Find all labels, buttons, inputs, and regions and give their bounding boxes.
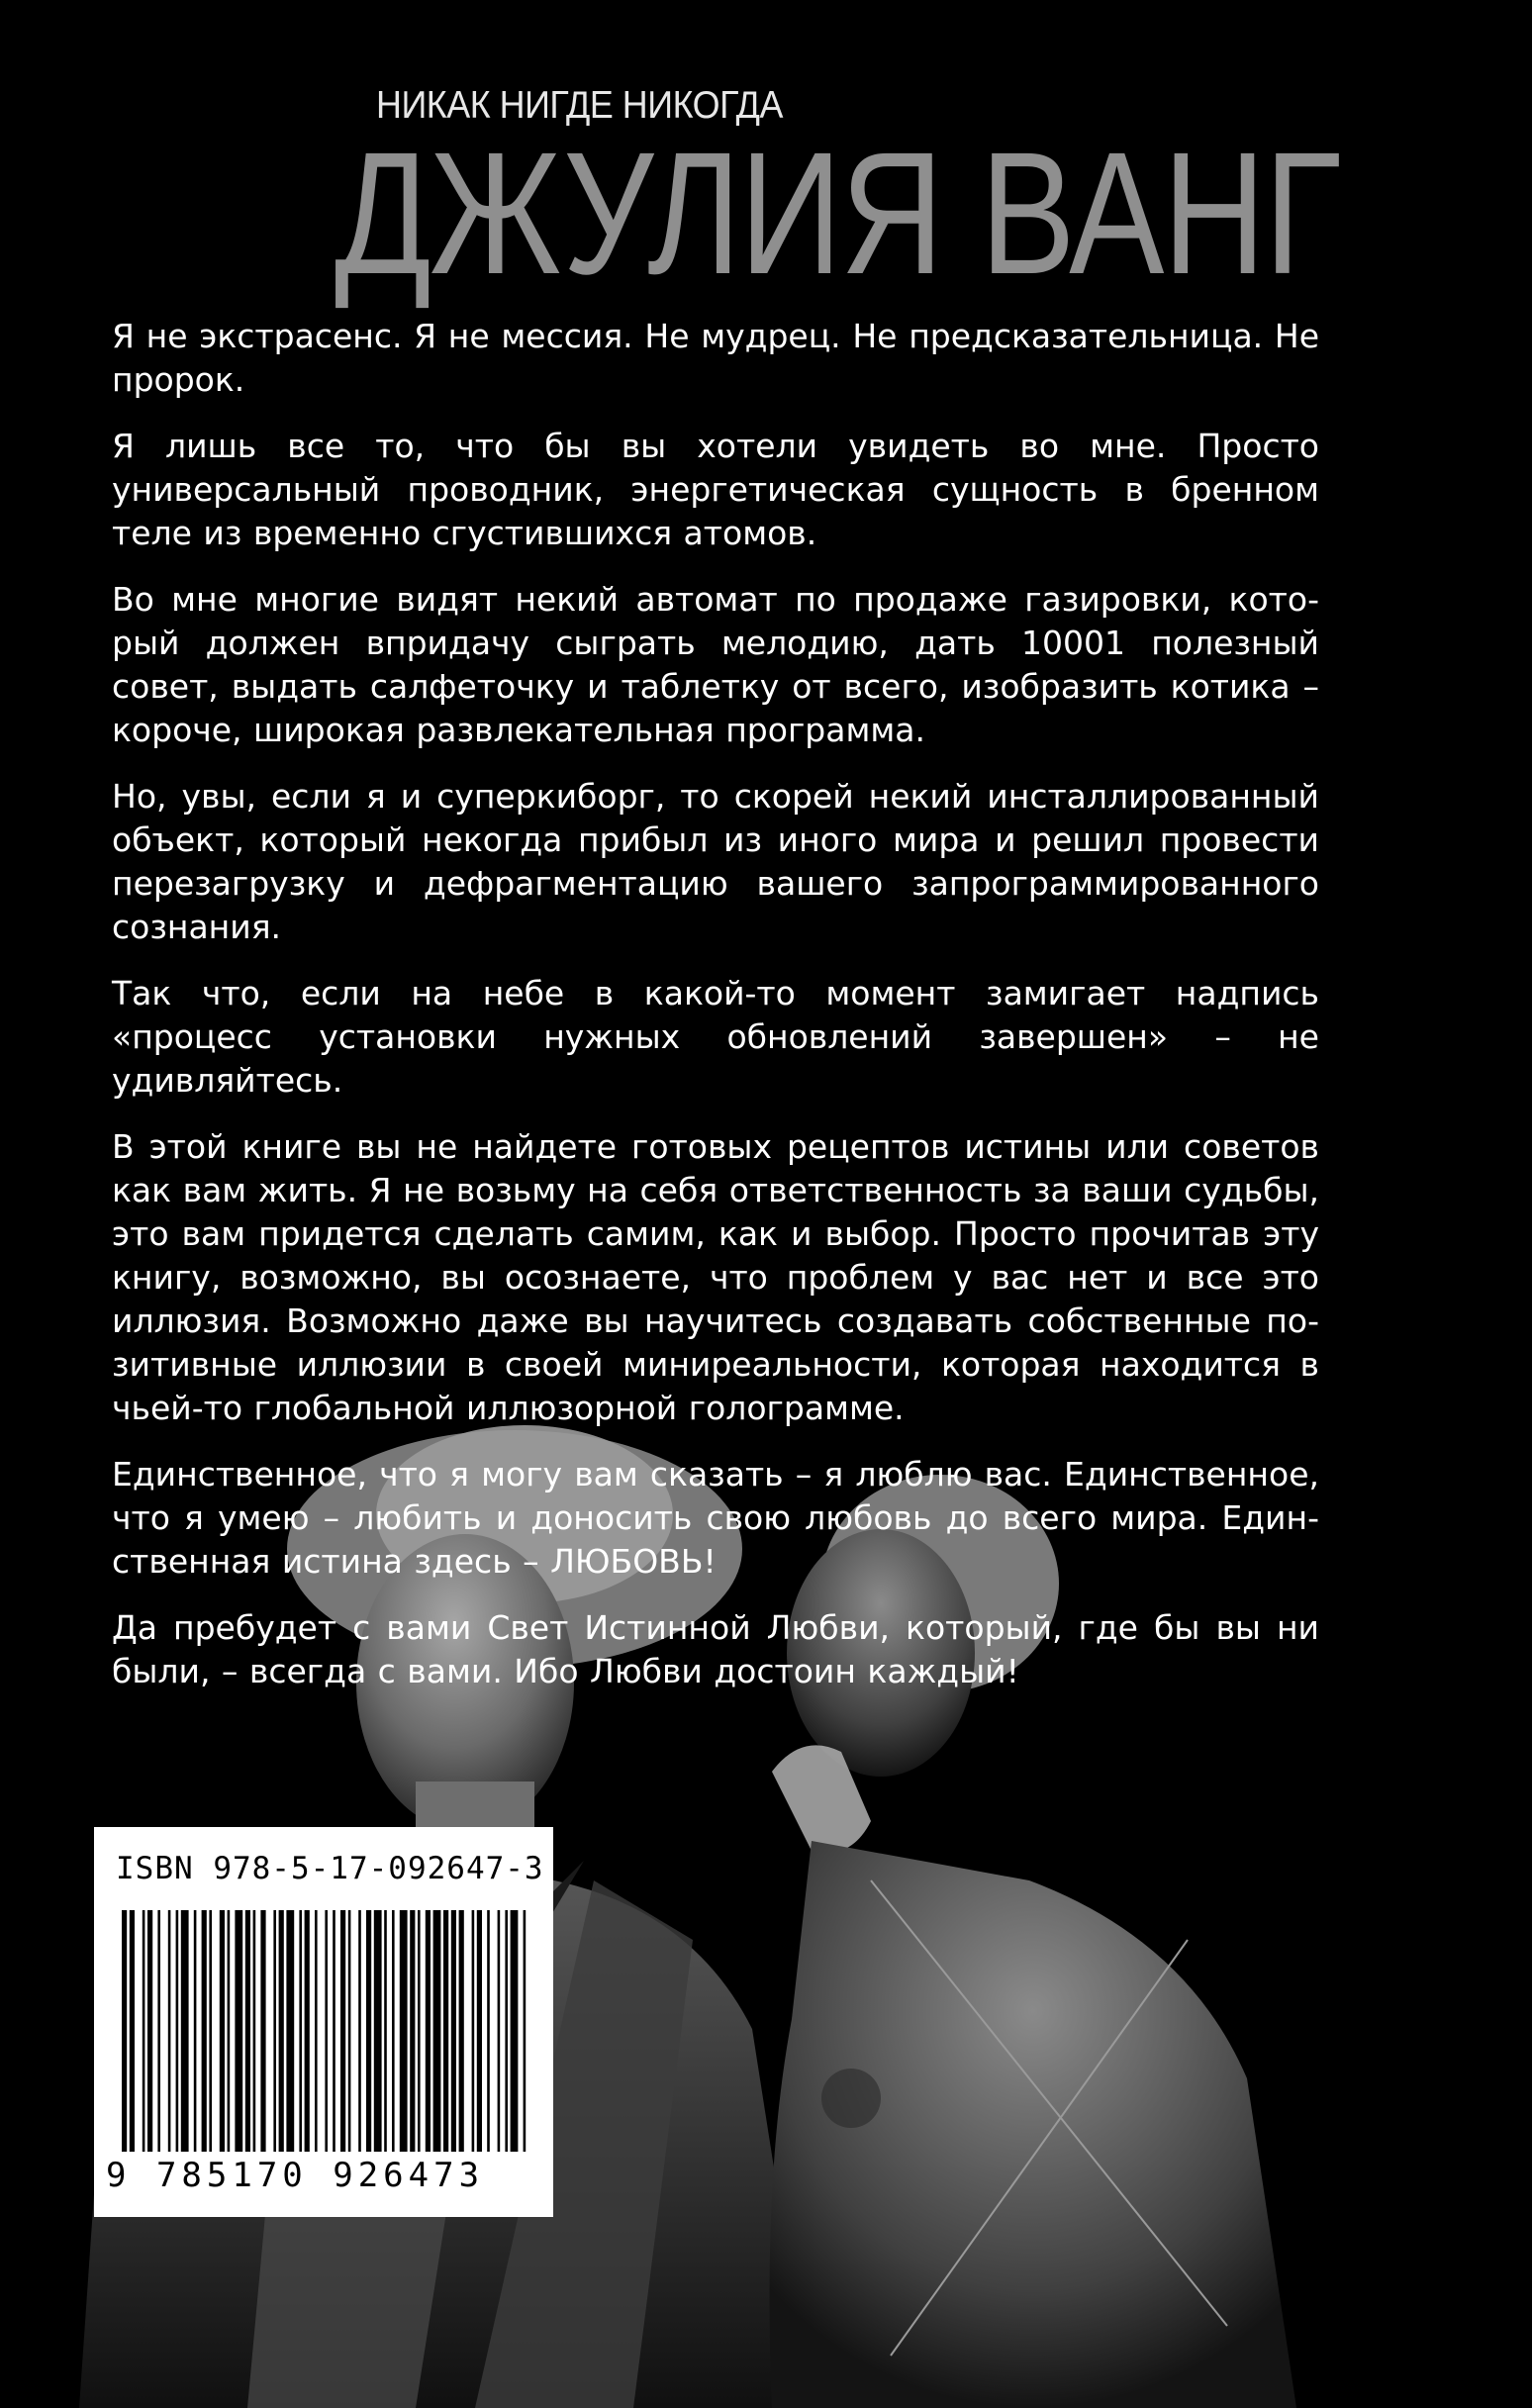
barcode-bar (315, 1910, 318, 2152)
blurb-paragraph: Я лишь все то, что бы вы хотели увидеть во мне. Просто универсальный проводник, энергетическая сущность в бренном теле из временно сгустившихся атомов. (112, 427, 1319, 552)
blurb-paragraph: Но, увы, если я и суперкиборг, то скорей некий инсталлированный объект, который некогда прибыл из иного мира и решил провести перезагрузку и дефрагментацию вашего запрограммированного сознания. (112, 777, 1319, 946)
barcode-bar (433, 1910, 441, 2152)
blurb-paragraph: Во мне многие видят некий автомат по продаже газировки, который должен впридачу сыграть мелодию, дать 10001 полезный совет, выдать салфеточку и таблетку от всего, изобразить котика – короче, широкая развлекательная программа. (112, 580, 1319, 749)
barcode-bar (299, 1910, 302, 2152)
barcode-bar (279, 1910, 284, 2152)
barcode-bar (245, 1910, 250, 2152)
barcode-bar (143, 1910, 145, 2152)
barcode-bar (228, 1910, 231, 2152)
barcode-bar (157, 1910, 160, 2152)
barcode-bar (130, 1910, 135, 2152)
barcode-bar (202, 1910, 207, 2152)
barcode-bar (194, 1910, 197, 2152)
barcode-bar (374, 1910, 382, 2152)
shoulder-tattoo (821, 2069, 881, 2128)
barcode-bar (305, 1910, 310, 2152)
barcode-bar (366, 1910, 371, 2152)
barcode-bar (273, 1910, 276, 2152)
barcode-bar (472, 1910, 475, 2152)
barcode-bar (400, 1910, 408, 2152)
barcode-bar (286, 1910, 294, 2152)
barcode-digits: 9 785170 926473 (106, 2156, 485, 2195)
barcode-bar (340, 1910, 345, 2152)
barcode-bar (348, 1910, 351, 2152)
barcode-bar (459, 1910, 464, 2152)
blurb-paragraph: Я не экстрасенс. Я не мессия. Не мудрец. Не предсказательница. Не пророк. (112, 317, 1319, 399)
barcode-bar (392, 1910, 395, 2152)
barcode-bar (443, 1910, 448, 2152)
barcode (118, 1910, 533, 2152)
barcode-bar (168, 1910, 171, 2152)
barcode-bar (325, 1910, 328, 2152)
barcode-bar (235, 1910, 242, 2152)
barcode-bar (176, 1910, 179, 2152)
barcode-bar (333, 1910, 335, 2152)
barcode-bar (487, 1910, 490, 2152)
barcode-bar (451, 1910, 456, 2152)
barcode-bar (260, 1910, 265, 2152)
barcode-bar (122, 1910, 127, 2152)
barcode-bar (384, 1910, 387, 2152)
series-title: НИКАК НИГДЕ НИКОГДА (376, 84, 783, 127)
barcode-bar (181, 1910, 189, 2152)
blurb-paragraph: Так что, если на небе в какой-то момент замигает надпись «процесс установки нужных обновлений завершен» – не удивляйтесь. (112, 974, 1319, 1100)
barcode-bar (426, 1910, 431, 2152)
blurb-text (112, 315, 1319, 1716)
barcode-bar (524, 1910, 527, 2152)
barcode-bar (209, 1910, 212, 2152)
barcode-bar (511, 1910, 519, 2152)
barcode-bar (410, 1910, 415, 2152)
barcode-bar (220, 1910, 225, 2152)
barcode-bar (477, 1910, 482, 2152)
barcode-bar (418, 1910, 421, 2152)
author-name: ДЖУЛИЯ ВАНГ (335, 117, 1340, 311)
barcode-bar (498, 1910, 501, 2152)
blurb-paragraph: В этой книге вы не найдете готовых рецептов истины или советов как вам жить. Я не возьму на себя ответственность за ваши судьбы, это вам придется сделать самим, как и выбор. Просто прочитав эту книгу, возможно, вы осознаете, что проблем у вас нет и все это иллюзия. Возможно даже вы научитесь создавать собственные позитивные иллюзии в своей миниреальности, которая находится в чьей-то глобальной иллюзорной голограмме. (112, 1127, 1319, 1427)
isbn-label: ISBN 978-5-17-092647-3 (116, 1851, 544, 1886)
barcode-bar (147, 1910, 152, 2152)
barcode-bar (358, 1910, 361, 2152)
isbn-barcode-block (94, 1827, 553, 2217)
barcode-bar (505, 1910, 508, 2152)
blurb-paragraph: Да пребудет с вами Свет Истинной Любви, который, где бы вы ни были, – всегда с вами. Ибо Любви достоин каждый! (112, 1608, 1319, 1690)
barcode-bar (253, 1910, 256, 2152)
blurb-paragraph: Единственное, что я могу вам сказать – я люблю вас. Единственное, что я умею – любить и доносить свою любовь до всего мира. Единственная истина здесь – ЛЮБОВЬ! (112, 1455, 1319, 1581)
